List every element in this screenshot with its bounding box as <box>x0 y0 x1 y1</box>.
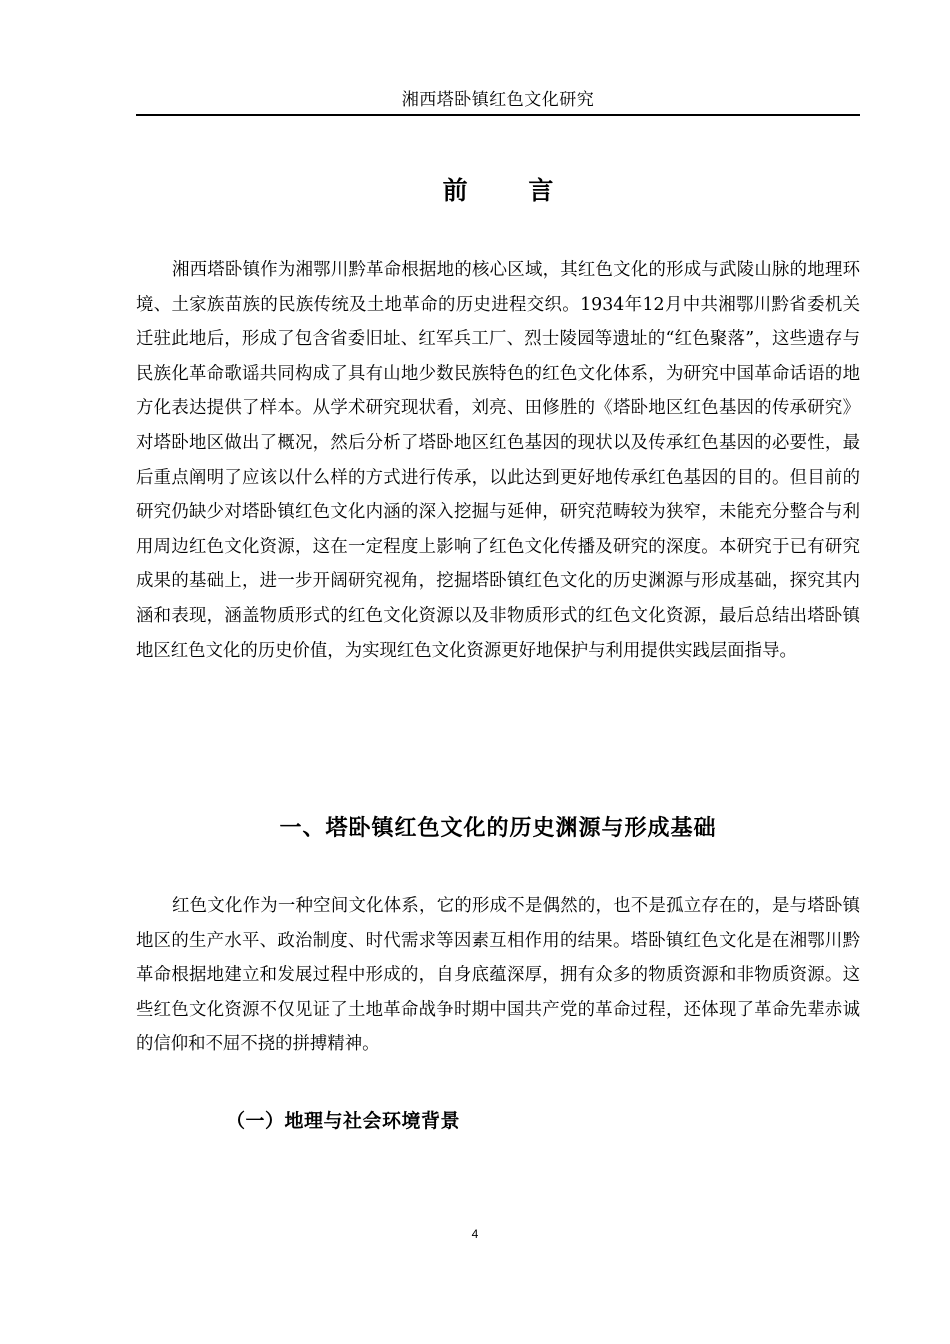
preface-title: 前 言 <box>442 176 580 205</box>
section-one-paragraph: 红色文化作为一种空间文化体系，它的形成不是偶然的，也不是孤立存在的，是与塔卧镇地区的生产水平、政治制度、时代需求等因素互相作用的结果。塔卧镇红色文化是在湘鄂川黔革命根据地建立和发展过程中形成的，自身底蕴深厚，拥有众多的物质资源和非物质资源。这些红色文化资源不仅见证了土地革命战争时期中国共产党的革命过程，还体现了革命先辈赤诚的信仰和不屈不挠的拼搏精神。 <box>136 896 860 1055</box>
running-header-title: 湘西塔卧镇红色文化研究 <box>401 90 595 110</box>
section-one-heading: 一、塔卧镇红色文化的历史渊源与形成基础 <box>279 816 717 841</box>
preface-paragraph: 湘西塔卧镇作为湘鄂川黔革命根据地的核心区域，其红色文化的形成与武陵山脉的地理环境、土家族苗族的民族传统及土地革命的历史进程交织。1934年12月中共湘鄂川黔省委机关迁驻此地后，形成了包含省委旧址、红军兵工厂、烈士陵园等遗址的“红色聚落”，这些遗存与民族化革命歌谣共同构成了具有山地少数民族特色的红色文化体系，为研究中国革命话语的地方化表达提供了样本。从学术研究现状看，刘亮、田修胜的《塔卧地区红色基因的传承研究》对塔卧地区做出了概况，然后分析了塔卧地区红色基因的现状以及传承红色基因的必要性，最后重点阐明了应该以什么样的方式进行传承，以此达到更好地传承红色基因的目的。但目前的研究仍缺少对塔卧镇红色文化内涵的深入挖掘与延伸，研究范畴较为狭窄，未能充分整合与利用周边红色文化资源，这在一定程度上影响了红色文化传播及研究的深度。本研究于已有研究成果的基础上，进一步开阔研究视角，挖掘塔卧镇红色文化的历史渊源与形成基础，探究其内涵和表现，涵盖物质形式的红色文化资源以及非物质形式的红色文化资源，最后总结出塔卧镇地区红色文化的历史价值，为实现红色文化资源更好地保护与利用提供实践层面指导。 <box>136 260 860 661</box>
header-divider <box>136 114 860 116</box>
subsection-heading: （一）地理与社会环境背景 <box>226 1110 461 1132</box>
page-number: 4 <box>471 1227 479 1241</box>
